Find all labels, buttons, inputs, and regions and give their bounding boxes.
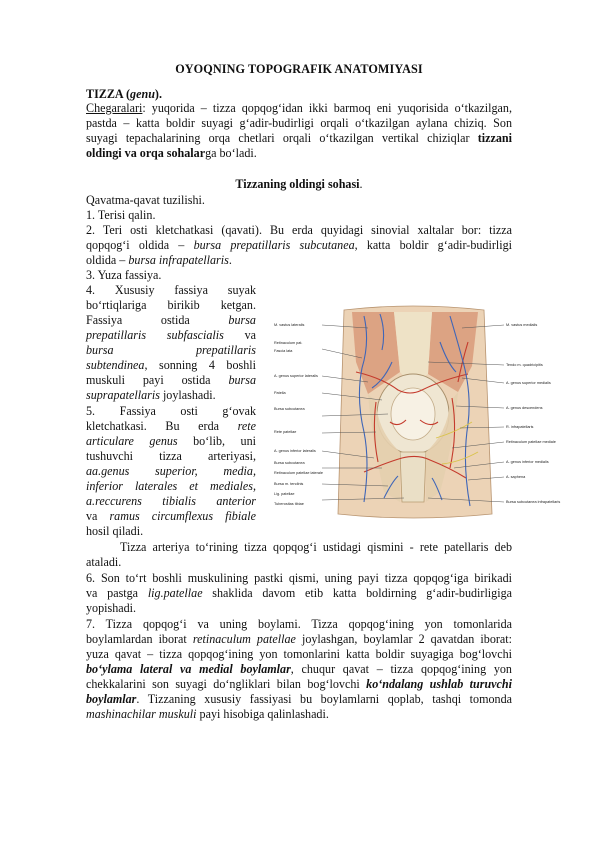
item-6-line-3: yopishadi. xyxy=(86,601,137,615)
label-l1: Retinaculum pat. xyxy=(274,341,303,345)
item-5-line-1: 5. Fassiya osti g‘ovak xyxy=(86,404,256,418)
item-5-line-3: articulare genus bo‘lib, uni xyxy=(86,434,256,448)
knee-anatomy-illustration xyxy=(272,302,561,522)
item-4-line-1: 4. Xususiy fassiya suyak xyxy=(86,283,256,297)
label-r7: A. saphena xyxy=(506,475,526,479)
item-7-line-2: boylamlardan iborat retinaculum patellae joylashgan, boylamlar 2 qavatdan iborat: xyxy=(86,632,512,646)
layers-intro: Qavatma-qavat tuzilishi. xyxy=(86,193,205,207)
label-r5: Retinaculum patellae mediale xyxy=(506,440,556,444)
item-4-line-2: bo‘rtiqlariga birikib ketgan. xyxy=(86,298,256,312)
label-l12: Tuberositas tibiae xyxy=(274,502,304,506)
label-l10: Bursa m. tendinis xyxy=(274,482,304,486)
label-l9: Retinaculum patellae laterale xyxy=(274,471,323,475)
boundaries-line-2: pastda – katta boldir suyagi g‘adir-budirligi orqali o‘tkazilgan aylana chiziq. Son xyxy=(86,116,512,130)
label-r1: Tendo m. quadricipitis xyxy=(506,363,543,367)
label-r0: M. vastus medialis xyxy=(506,323,538,327)
item-5-line-6: inferior laterales et mediales, xyxy=(86,479,256,493)
label-r4: R. infrapatellaris xyxy=(506,425,534,429)
item-1: 1. Terisi qalin. xyxy=(86,208,156,222)
label-l8: Bursa subcutanea xyxy=(274,461,305,465)
item-4-line-3: Fassiya ostida bursa xyxy=(86,313,256,327)
label-l3: A. genus superior lateralis xyxy=(274,374,318,378)
label-r2: A. genus superior medialis xyxy=(506,381,551,385)
item-7-line-6: boylamlar. Tizzaning xususiy fassiyasi bu boylamlarni qoplab, tashqi tomonda xyxy=(86,692,512,706)
page-title: OYOQNING TOPOGRAFIK ANATOMIYASI xyxy=(175,62,423,76)
label-r3: A. genus descendens xyxy=(506,406,543,410)
label-l6: Rete patellae xyxy=(274,430,297,434)
item-2-line-2: qopqog‘i oldida – bursa prepatillaris subcutanea, katta boldir g‘adir-budirligi xyxy=(86,238,512,252)
boundaries-label: Chegaralari xyxy=(86,101,143,115)
label-l0: M. vastus lateralis xyxy=(274,323,305,327)
subheading: Tizzaning oldingi sohasi. xyxy=(235,177,363,191)
item-5-line-5: aa.genus superior, media, xyxy=(86,464,256,478)
item-5-line-2: kletchatkasi. Bu erda rete xyxy=(86,419,256,433)
label-r6: A. genus inferior medialis xyxy=(506,460,549,464)
knee-anatomy-svg xyxy=(272,302,561,522)
item-6-line-1: 6. Son to‘rt boshli muskulining pastki qismi, uning payi tizza qopqog‘iga birikadi xyxy=(86,571,512,585)
item-4-line-4: prepatillaris subfascialis va xyxy=(86,328,256,342)
item-7-line-3: yuza qavat – tizza qopqog‘ining yon tomonlarini katta boldir suyagiga bog‘lovchi xyxy=(86,647,512,661)
boundaries-line-4: oldingi va orqa sohalarga bo‘ladi. xyxy=(86,146,257,160)
item-5-line-7: a.reccurens tibialis anterior xyxy=(86,494,256,508)
item-2-line-1: 2. Teri osti kletchatkasi (qavati). Bu erda quyidagi sinovial xaltalar bor: tizza xyxy=(86,223,512,237)
label-l5: Bursa subcutanea xyxy=(274,407,305,411)
item-7-line-1: 7. Tizza qopqog‘i va uning boylami. Tizza qopqog‘ining yon tomonlarida xyxy=(86,617,512,631)
item-4-line-5: bursa prepatillaris xyxy=(86,343,256,357)
item-3: 3. Yuza fassiya. xyxy=(86,268,162,282)
item-5-line-10: Tizza arteriya to‘rining tizza qopqog‘i ustidagi qismini - rete patellaris deb xyxy=(120,540,512,554)
item-7-line-7: mashinachilar muskuli payi hisobiga qalinlashadi. xyxy=(86,707,329,721)
item-7-line-5: chekkalarini son suyagi do‘ngliklari bilan bog‘lovchi ko‘ndalang ushlab turuvchi xyxy=(86,677,512,691)
item-7-line-4: bo‘ylama lateral va medial boylamlar, chuqur qavat – tizza qopqog‘ining yon xyxy=(86,662,512,676)
section-heading: TIZZA (genu). xyxy=(86,87,162,101)
label-l11: Lig. patellae xyxy=(274,492,295,496)
item-6-line-2: va pastga lig.patellae shaklida davom etib katta boldirning g‘adir-budirligiga xyxy=(86,586,512,600)
heading-latin: genu xyxy=(130,87,155,101)
boundaries-line-1: Chegaralari: yuqorida – tizza qopqog‘idan ikki barmoq eni yuqorisida o‘tkazilgan, xyxy=(86,101,512,115)
item-4-line-8: suprapatellaris joylashadi. xyxy=(86,388,216,402)
item-5-line-8: va ramus circumflexus fibiale xyxy=(86,509,256,523)
patellar-ligament-region xyxy=(400,452,426,502)
label-l7: A. genus inferior lateralis xyxy=(274,449,316,453)
label-r8: Bursa subcutanea infrapatellaris xyxy=(506,500,561,504)
label-l4: Patella xyxy=(274,391,286,395)
boundaries-line-3: suyagi tepachalarining orqa chetlari orqali o‘tkazilgan vertikal chiziqlar tizzani xyxy=(86,131,513,145)
label-l2: Fascia lata xyxy=(274,349,293,353)
item-5-line-4: tushuvchi tizza arteriyasi, xyxy=(86,449,256,463)
heading-term: TIZZA xyxy=(86,87,123,101)
item-4-line-7: muskuli payi ostida bursa xyxy=(86,373,256,387)
item-2-line-3: oldida – bursa infrapatellaris. xyxy=(86,253,232,267)
item-5-line-11: ataladi. xyxy=(86,555,122,569)
item-5-line-9: hosil qiladi. xyxy=(86,524,144,538)
bursa-prepatellaris xyxy=(391,388,435,440)
item-4-line-6: subtendinea, sonning 4 boshli xyxy=(86,358,256,372)
